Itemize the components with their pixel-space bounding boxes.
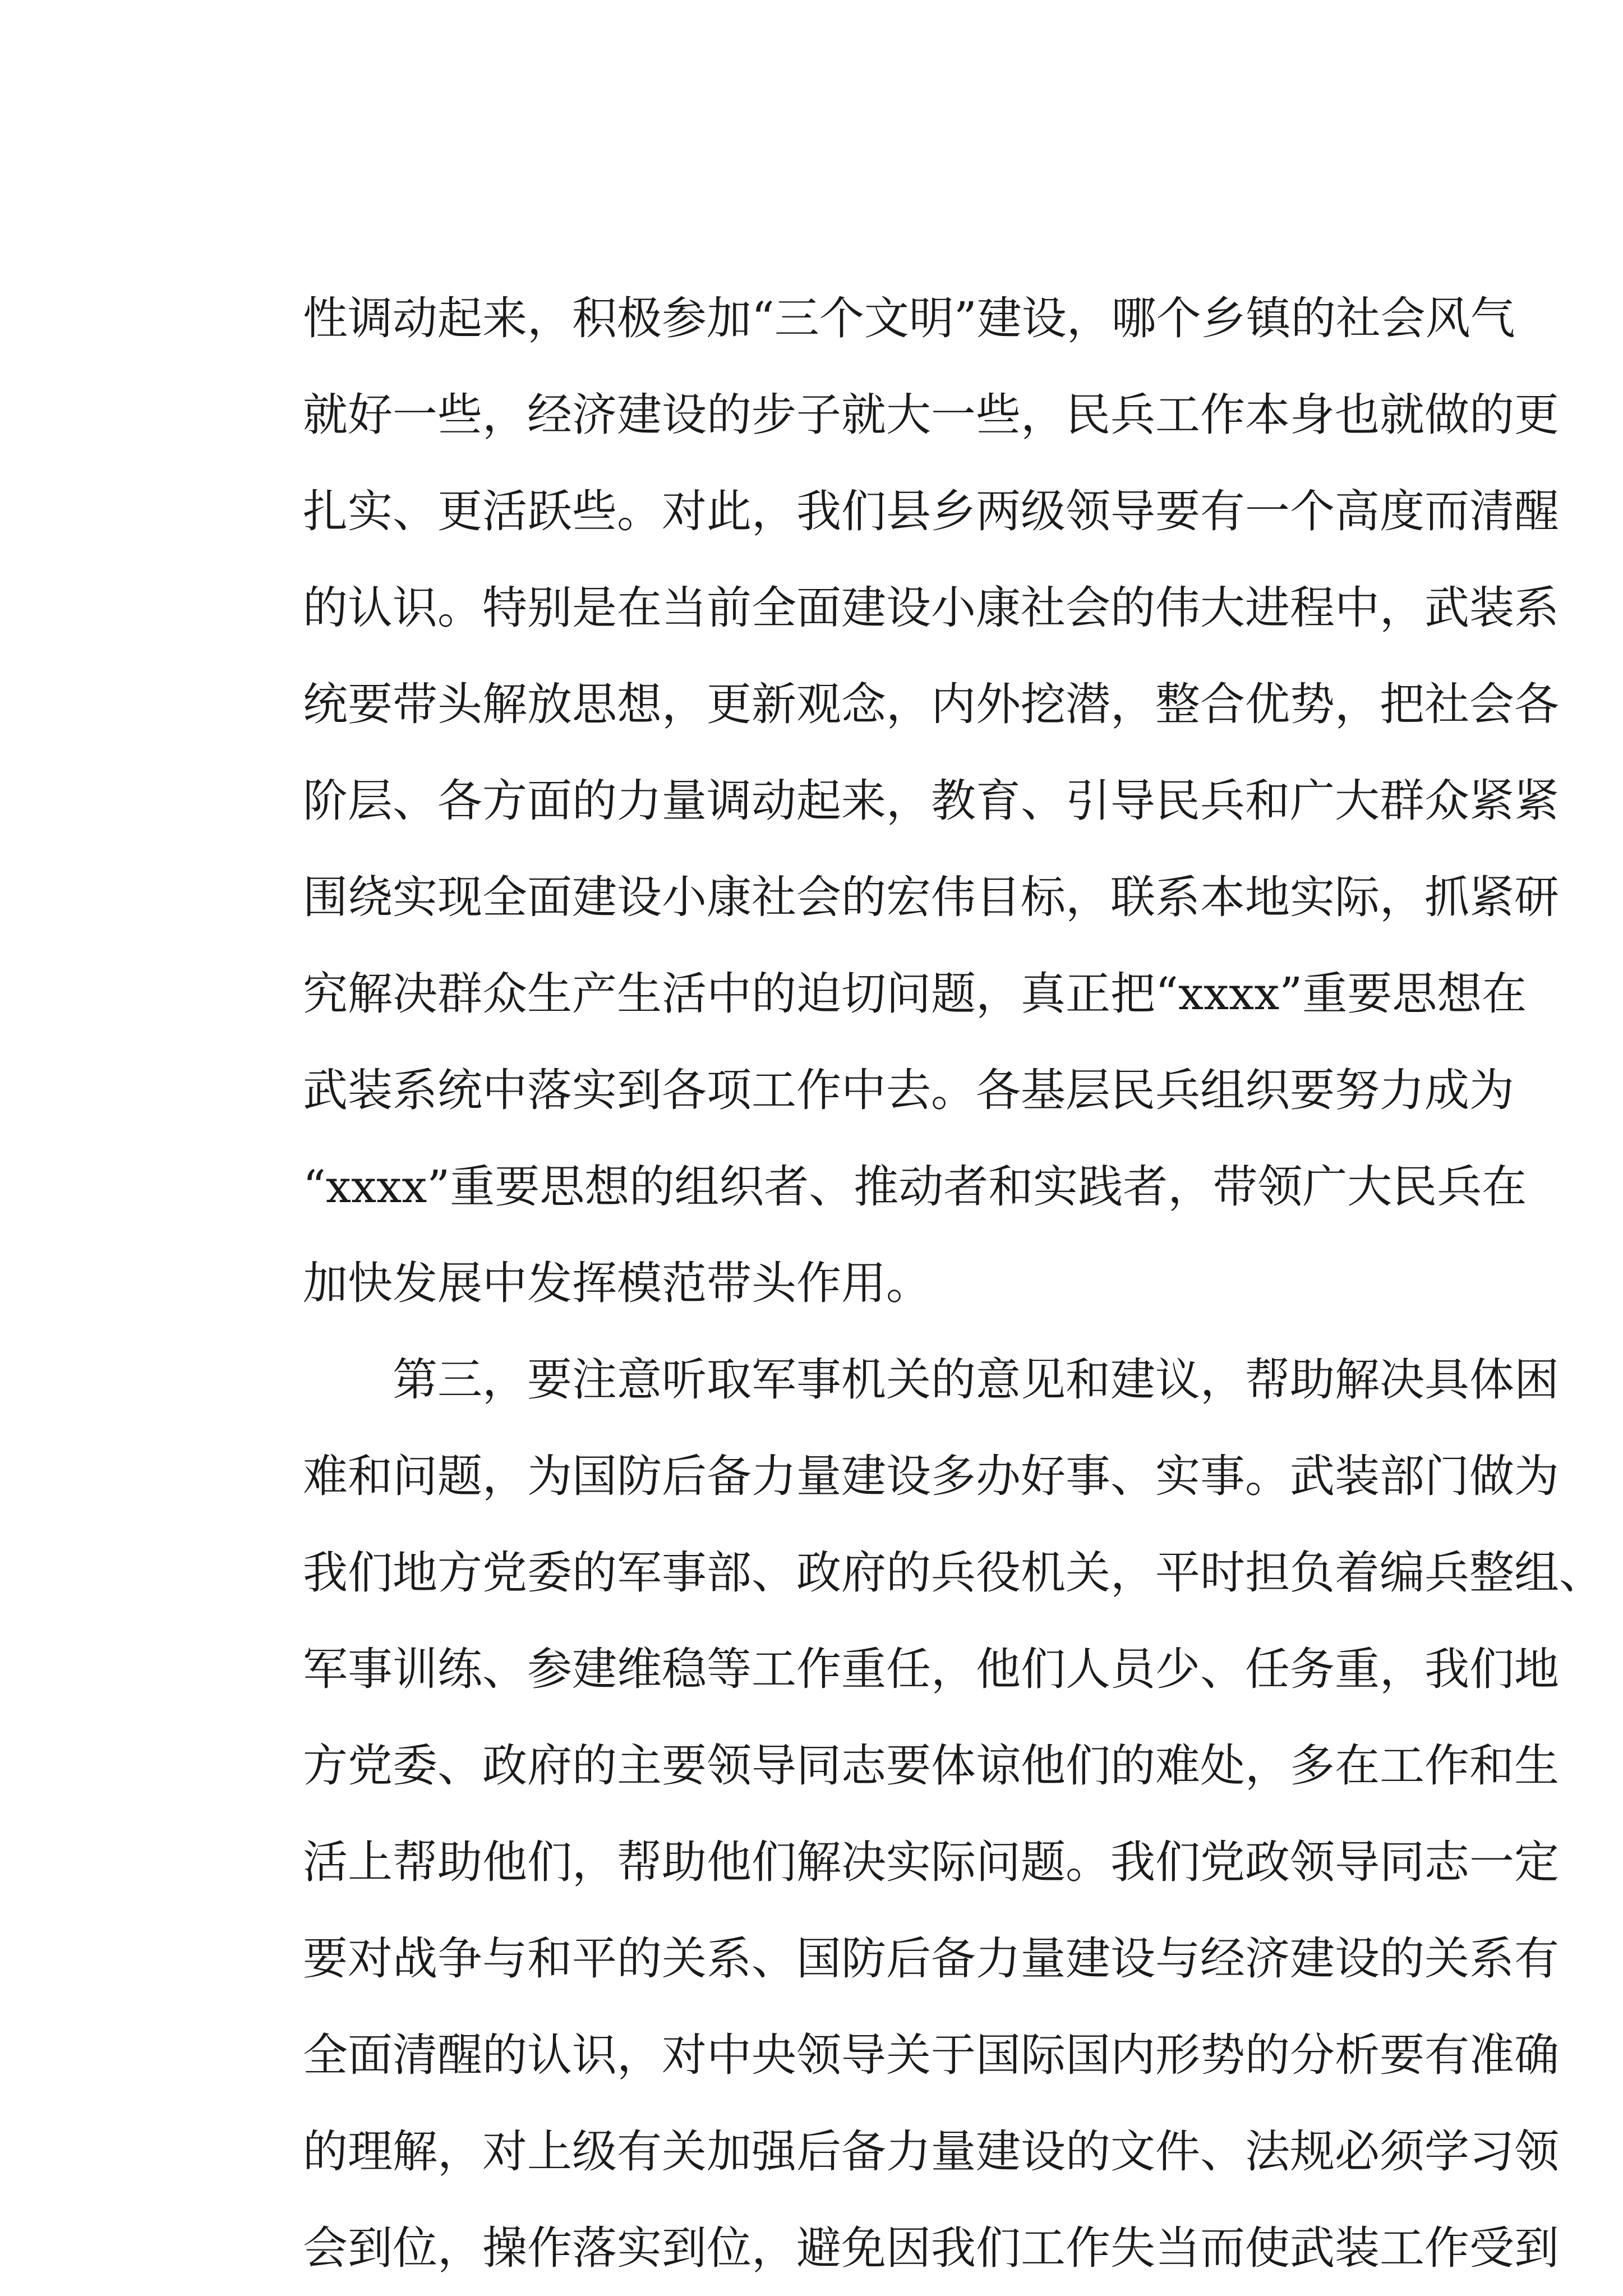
text-line: 阶层、各方面的力量调动起来，教育、引导民兵和广大群众紧紧	[303, 775, 1559, 827]
text-line: 方党委、政府的主要领导同志要体谅他们的难处，多在工作和生	[303, 1740, 1559, 1792]
text-line: 就好一些，经济建设的步子就大一些，民兵工作本身也就做的更	[303, 389, 1559, 441]
text-line: 活上帮助他们，帮助他们解决实际问题。我们党政领导同志一定	[303, 1836, 1559, 1888]
text-line: “xxxx”重要思想的组织者、推动者和实践者，带领广大民兵在	[303, 1161, 1527, 1213]
text-line: 加快发展中发挥模范带头作用。	[303, 1257, 931, 1309]
text-line: 统要带头解放思想，更新观念，内外挖潜，整合优势，把社会各	[303, 678, 1559, 730]
text-line: 会到位，操作落实到位，避免因我们工作失当而使武装工作受到	[303, 2222, 1559, 2274]
text-line: 性调动起来，积极参加“三个文明”建设，哪个乡镇的社会风气	[303, 292, 1515, 344]
text-line: 我们地方党委的军事部、政府的兵役机关，平时担负着编兵整组、	[303, 1547, 1604, 1599]
text-line: 扎实、更活跃些。对此，我们县乡两级领导要有一个高度而清醒	[303, 485, 1559, 537]
text-line: 军事训练、参建维稳等工作重任，他们人员少、任务重，我们地	[303, 1643, 1559, 1695]
text-line: 的认识。特别是在当前全面建设小康社会的伟大进程中，武装系	[303, 582, 1559, 634]
text-line: 围绕实现全面建设小康社会的宏伟目标，联系本地实际，抓紧研	[303, 871, 1559, 923]
text-line: 的理解，对上级有关加强后备力量建设的文件、法规必须学习领	[303, 2125, 1559, 2178]
text-line: 武装系统中落实到各项工作中去。各基层民兵组织要努力成为	[303, 1064, 1514, 1116]
text-line: 要对战争与和平的关系、国防后备力量建设与经济建设的关系有	[303, 1932, 1559, 1985]
text-line: 难和问题，为国防后备力量建设多办好事、实事。武装部门做为	[303, 1450, 1559, 1502]
text-line: 全面清醒的认识，对中央领导关于国际国内形势的分析要有准确	[303, 2029, 1559, 2081]
text-line: 第三，要注意听取军事机关的意见和建议，帮助解决具体困	[303, 1354, 1559, 1406]
text-line: 究解决群众生产生活中的迫切问题，真正把“xxxx”重要思想在	[303, 968, 1527, 1020]
